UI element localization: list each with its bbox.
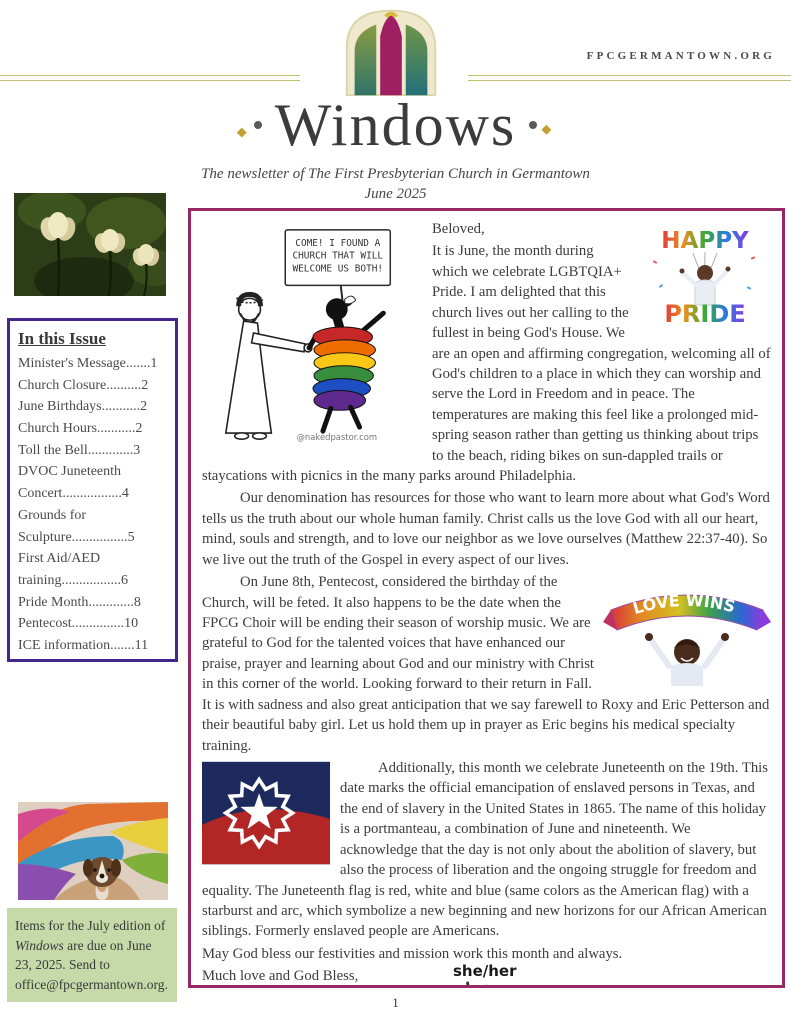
page-number: 1 xyxy=(392,995,399,1010)
svg-text:HAPPY: HAPPY xyxy=(661,228,749,254)
paragraph-5: May God bless our festivities and mission work this month and always. xyxy=(202,945,623,962)
cartoon-credit: @nakedpastor.com xyxy=(296,432,378,443)
header-rule-right xyxy=(468,75,791,81)
signature-block xyxy=(202,962,771,988)
svg-text:LOVE WINS: LOVE WINS xyxy=(630,590,738,619)
juneteenth-flag xyxy=(202,761,330,865)
header-rule-left xyxy=(0,75,300,81)
site-url: FPCGERMANTOWN.ORG xyxy=(586,50,775,62)
toc-item: DVOC Juneteenth Concert.................4 xyxy=(18,464,129,502)
toc-list xyxy=(18,353,167,657)
toc-item: Minister's Message.......1 xyxy=(18,356,158,371)
love-wins-sticker xyxy=(603,574,771,686)
pronoun-avatar-block xyxy=(453,964,517,988)
paragraph-2: Our denomination has resources for those who want to learn more about what God's Word tells us the truth about our whole human family. Christ calls us the love God with all our heart, mind, souls and strength, and to love our neighbor as we love ourselves (Matthew 22:37-40). So we live out the truth of the Gospel in every aspect of our lives. xyxy=(202,490,770,568)
stained-glass-window-icon xyxy=(333,4,449,96)
svg-text:CHURCH THAT WILL: CHURCH THAT WILL xyxy=(292,250,384,262)
gold-diamond-icon xyxy=(236,127,246,137)
happy-pride-sticker xyxy=(639,221,771,327)
toc-item: First Aid/AED training.................6 xyxy=(18,551,129,588)
ministers-message-article xyxy=(188,208,785,988)
toc-item: ICE information.......11 xyxy=(18,637,149,653)
svg-text:COME! I FOUND A: COME! I FOUND A xyxy=(295,237,381,249)
title-dot-icon xyxy=(529,121,537,129)
paragraph-1: It is June, the month during which we celebrate LGBTQIA+ Pride. I am delighted that this church lives out her calling to the fullest in being God's House. We are an open and affirming congregation, welcoming all of God's children to a place in which they can worship and serve the Lord in Freedom and in peace. The temperatures are making this feel like a prolonged mid-spring season rather than getting us thinking about trips to the beach, riding bikes on sun-dappled trails or staycations with picnics in the many parks around Philadelphia. xyxy=(202,243,771,485)
page-title: Windows xyxy=(274,92,517,158)
toc-item: Church Hours...........2 xyxy=(18,421,143,437)
toc-item: Pentecost...............10 xyxy=(18,616,139,632)
note-italic-word: Windows xyxy=(15,937,64,953)
submission-note xyxy=(7,908,177,1002)
issue-date: June 2025 xyxy=(364,186,427,202)
paragraph-3: On June 8th, Pentecost, considered the birthday of the Church, will be feted. It also happens to be the date when the FPCG Choir will be ending their season of worship music. We are grateful to God for the talented voices that have enhanced our praise, prayer and learning about God and our ministry with Christ in this corner of the world. Looking forward to their return in Fall. It is with sadness and also great anticipation that we say farewell to Roxy and Eric Petterson and their beautiful baby girl. Let us hold them up in prayer as Eric begins his medical specialty training. xyxy=(202,574,770,754)
pastor-avatar-icon xyxy=(458,980,512,988)
newsletter-subtitle: The newsletter of The First Presbyterian Church in Germantown xyxy=(201,166,590,182)
paragraph-4: Additionally, this month we celebrate Juneteenth on the 19th. This date marks the official emancipation of enslaved persons in Texas, and the end of slavery in the United States in 1865. The name of this holiday is a portmanteau, a combination of June and nineteenth. We acknowledge that the day is not only about the abolition of slavery, but also the process of liberation and the ongoing struggle for freedom and equality. The Juneteenth flag is red, white and blue (same colors as the American flag) with a starburst and arc, which symbolize a new beginning and new horizons for our African American siblings. Formerly enslaved people are Americans. xyxy=(202,759,768,940)
toc-item: June Birthdays...........2 xyxy=(18,399,148,415)
pronouns-label: she/her xyxy=(452,962,517,981)
pride-dog-photo xyxy=(18,802,168,900)
in-this-issue-box xyxy=(7,318,178,662)
toc-title: In this Issue xyxy=(18,329,106,348)
masthead xyxy=(0,88,791,162)
svg-text:PRIDE: PRIDE xyxy=(664,300,746,327)
toc-item: Church Closure..........2 xyxy=(18,377,149,393)
gold-diamond-icon xyxy=(542,124,552,134)
title-dot-icon xyxy=(254,121,262,129)
svg-text:WELCOME US BOTH!: WELCOME US BOTH! xyxy=(292,263,384,275)
greeting: Beloved, xyxy=(432,221,485,237)
note-text-after: are due on June 23, 2025. Send to office@fpcgermantown.org. xyxy=(15,937,168,992)
flowers-photo xyxy=(14,193,166,296)
note-text-before: Items for the July edition of xyxy=(15,918,166,933)
closing-line: Much love and God Bless, xyxy=(202,968,359,985)
toc-item: Grounds for Sculpture................5 xyxy=(18,507,135,545)
toc-item: Pride Month.............8 xyxy=(18,594,141,610)
toc-item: Toll the Bell.............3 xyxy=(18,442,141,458)
jesus-rainbow-sheep-cartoon xyxy=(202,219,422,445)
